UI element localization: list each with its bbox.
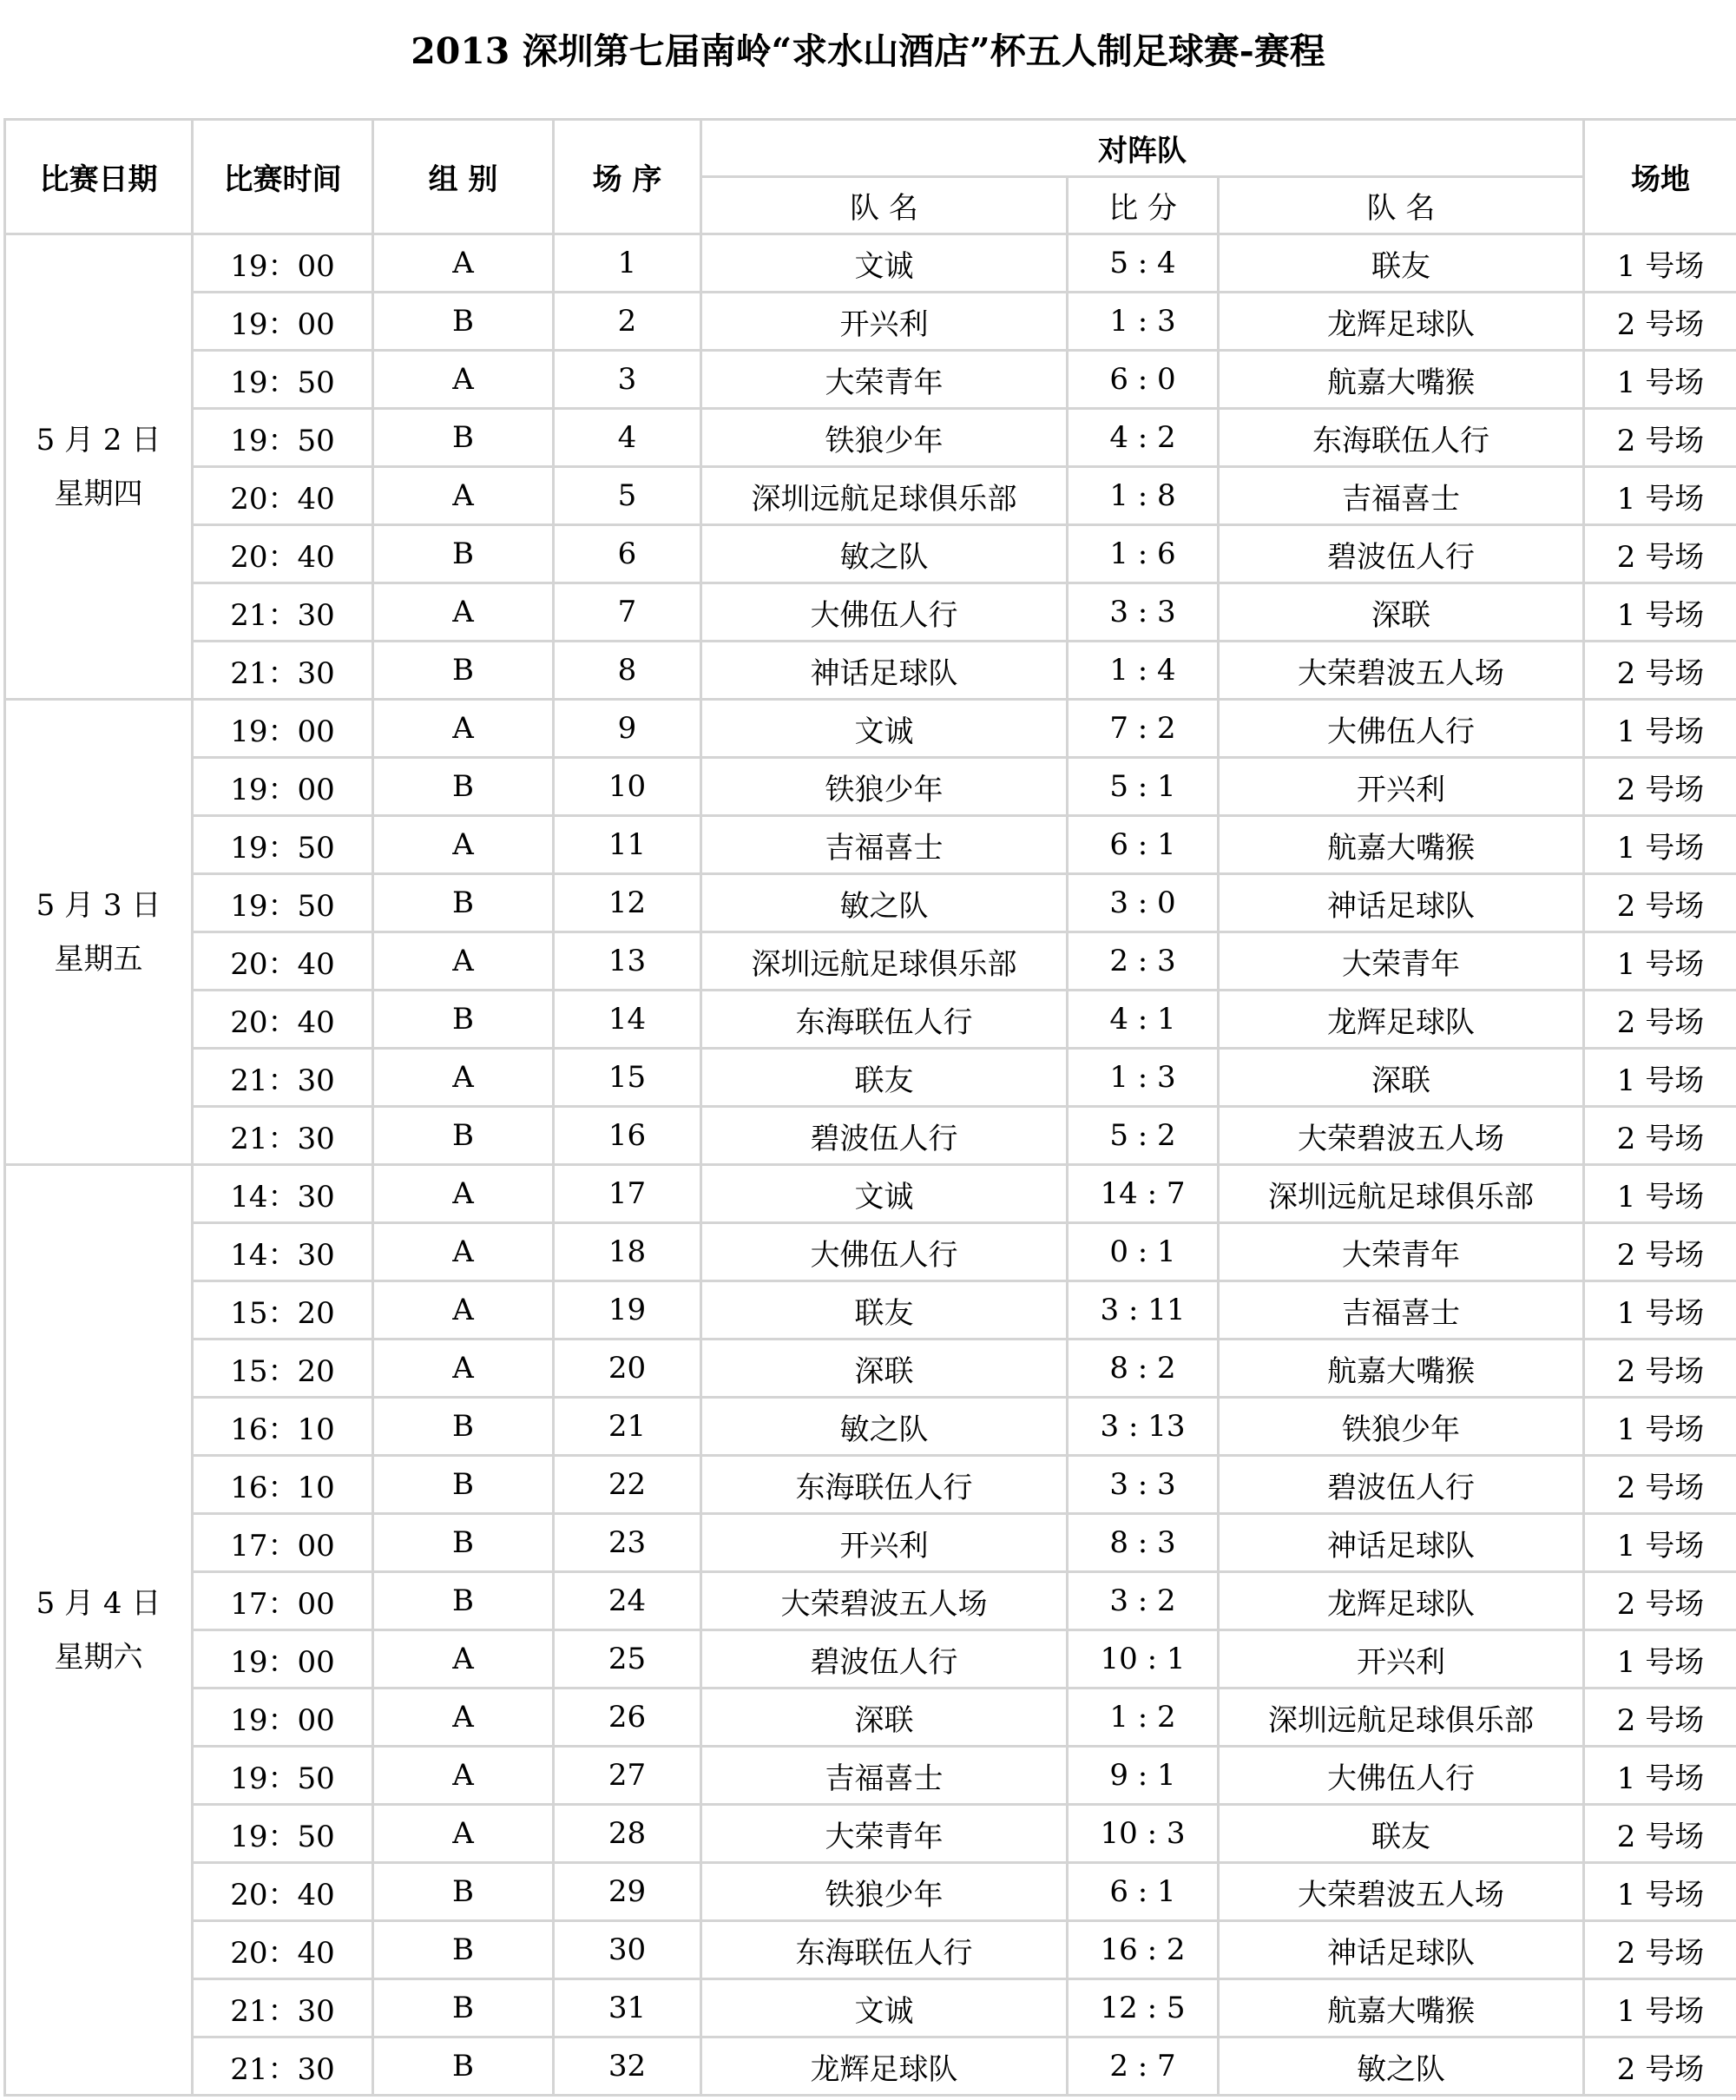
home-team: 深联 [701,1689,1068,1747]
header-team-home: 队 名 [701,177,1068,234]
match-time: 16：10 [193,1398,373,1456]
home-team: 文诚 [701,234,1068,293]
header-matchup: 对阵队 [701,120,1584,177]
match-group: B [373,1398,554,1456]
match-score: 1 : 4 [1068,642,1219,700]
match-score: 10 : 1 [1068,1630,1219,1689]
match-order: 30 [554,1921,701,1979]
table-row [5,642,1736,700]
away-team: 开兴利 [1219,1630,1584,1689]
table-row [5,1514,1736,1572]
table-row [5,1165,1736,1223]
match-group: A [373,1165,554,1223]
home-team: 大佛伍人行 [701,1223,1068,1281]
match-date: 5 月 3 日 [36,887,161,923]
match-score: 3 : 3 [1068,583,1219,642]
away-team: 大佛伍人行 [1219,700,1584,758]
away-team: 神话足球队 [1219,874,1584,932]
table-row [5,758,1736,816]
match-order: 19 [554,1281,701,1340]
home-team: 龙辉足球队 [701,2037,1068,2096]
match-venue: 2 号场 [1584,1805,1736,1863]
match-time: 20：40 [193,932,373,991]
match-order: 27 [554,1747,701,1805]
match-time: 19：00 [193,1630,373,1689]
match-venue: 1 号场 [1584,1049,1736,1107]
away-team: 联友 [1219,234,1584,293]
match-group: A [373,1805,554,1863]
table-row [5,874,1736,932]
away-team: 深圳远航足球俱乐部 [1219,1165,1584,1223]
match-order: 3 [554,351,701,409]
away-team: 铁狼少年 [1219,1398,1584,1456]
match-order: 23 [554,1514,701,1572]
match-venue: 1 号场 [1584,1514,1736,1572]
home-team: 深圳远航足球俱乐部 [701,467,1068,525]
away-team: 航嘉大嘴猴 [1219,1340,1584,1398]
match-score: 3 : 2 [1068,1572,1219,1630]
table-row [5,1572,1736,1630]
match-time: 19：00 [193,1689,373,1747]
match-order: 28 [554,1805,701,1863]
away-team: 航嘉大嘴猴 [1219,1979,1584,2037]
table-row [5,1630,1736,1689]
table-row [5,583,1736,642]
match-group: B [373,1514,554,1572]
match-time: 19：00 [193,234,373,293]
away-team: 联友 [1219,1805,1584,1863]
table-row [5,932,1736,991]
match-order: 5 [554,467,701,525]
home-team: 碧波伍人行 [701,1107,1068,1165]
match-venue: 2 号场 [1584,409,1736,467]
match-time: 20：40 [193,1921,373,1979]
table-row [5,1049,1736,1107]
home-team: 联友 [701,1049,1068,1107]
match-venue: 1 号场 [1584,1165,1736,1223]
match-group: B [373,1863,554,1921]
table-row [5,1863,1736,1921]
header-group: 组 别 [373,120,554,234]
match-time: 17：00 [193,1572,373,1630]
match-venue: 2 号场 [1584,293,1736,351]
match-time: 20：40 [193,525,373,583]
home-team: 开兴利 [701,1514,1068,1572]
match-group: B [373,409,554,467]
match-venue: 2 号场 [1584,1340,1736,1398]
match-venue: 1 号场 [1584,1747,1736,1805]
home-team: 东海联伍人行 [701,1456,1068,1514]
home-team: 铁狼少年 [701,1863,1068,1921]
match-venue: 2 号场 [1584,1107,1736,1165]
home-team: 文诚 [701,1165,1068,1223]
home-team: 吉福喜士 [701,1747,1068,1805]
match-venue: 2 号场 [1584,1921,1736,1979]
header-time: 比赛时间 [193,120,373,234]
match-group: A [373,1049,554,1107]
table-row [5,1456,1736,1514]
away-team: 大荣碧波五人场 [1219,1107,1584,1165]
match-group: B [373,525,554,583]
match-group: B [373,1456,554,1514]
away-team: 深联 [1219,583,1584,642]
match-date: 5 月 2 日 [36,422,161,458]
match-group: A [373,1223,554,1281]
away-team: 神话足球队 [1219,1514,1584,1572]
home-team: 敏之队 [701,874,1068,932]
match-date: 5 月 4 日 [36,1585,161,1621]
header-venue: 场地 [1584,120,1736,234]
match-venue: 2 号场 [1584,1223,1736,1281]
match-group: A [373,700,554,758]
home-team: 文诚 [701,1979,1068,2037]
match-order: 24 [554,1572,701,1630]
match-order: 7 [554,583,701,642]
home-team: 深联 [701,1340,1068,1398]
home-team: 敏之队 [701,1398,1068,1456]
match-order: 9 [554,700,701,758]
match-order: 17 [554,1165,701,1223]
match-score: 4 : 1 [1068,991,1219,1049]
match-score: 6 : 1 [1068,1863,1219,1921]
home-team: 吉福喜士 [701,816,1068,874]
away-team: 东海联伍人行 [1219,409,1584,467]
match-score: 1 : 2 [1068,1689,1219,1747]
match-time: 16：10 [193,1456,373,1514]
match-venue: 2 号场 [1584,1689,1736,1747]
match-venue: 1 号场 [1584,234,1736,293]
away-team: 航嘉大嘴猴 [1219,816,1584,874]
home-team: 大荣青年 [701,351,1068,409]
home-team: 神话足球队 [701,642,1068,700]
table-row [5,1747,1736,1805]
match-time: 17：00 [193,1514,373,1572]
table-row [5,351,1736,409]
table-row [5,991,1736,1049]
match-score: 0 : 1 [1068,1223,1219,1281]
home-team: 大荣青年 [701,1805,1068,1863]
match-group: A [373,816,554,874]
date-cell [5,234,193,700]
page-title: 2013 深圳第七届南岭“求水山酒店”杯五人制足球赛-赛程 [411,30,1325,72]
match-weekday: 星期四 [54,476,143,511]
away-team: 碧波伍人行 [1219,1456,1584,1514]
table-row [5,1921,1736,1979]
match-group: B [373,1572,554,1630]
match-group: A [373,583,554,642]
match-order: 31 [554,1979,701,2037]
table-row [5,1340,1736,1398]
match-score: 3 : 3 [1068,1456,1219,1514]
away-team: 深圳远航足球俱乐部 [1219,1689,1584,1747]
away-team: 大荣碧波五人场 [1219,642,1584,700]
match-order: 10 [554,758,701,816]
home-team: 东海联伍人行 [701,991,1068,1049]
match-order: 4 [554,409,701,467]
match-score: 5 : 4 [1068,234,1219,293]
match-group: A [373,1689,554,1747]
match-group: A [373,351,554,409]
match-group: A [373,234,554,293]
table-row [5,525,1736,583]
match-group: B [373,991,554,1049]
away-team: 大荣碧波五人场 [1219,1863,1584,1921]
away-team: 神话足球队 [1219,1921,1584,1979]
match-time: 14：30 [193,1223,373,1281]
match-venue: 2 号场 [1584,2037,1736,2096]
match-score: 3 : 11 [1068,1281,1219,1340]
away-team: 龙辉足球队 [1219,991,1584,1049]
home-team: 东海联伍人行 [701,1921,1068,1979]
match-venue: 1 号场 [1584,1630,1736,1689]
match-order: 13 [554,932,701,991]
table-row [5,1107,1736,1165]
match-order: 15 [554,1049,701,1107]
match-venue: 1 号场 [1584,1281,1736,1340]
match-order: 18 [554,1223,701,1281]
match-order: 12 [554,874,701,932]
match-score: 1 : 6 [1068,525,1219,583]
table-row [5,700,1736,758]
away-team: 大佛伍人行 [1219,1747,1584,1805]
match-score: 6 : 1 [1068,816,1219,874]
match-time: 19：00 [193,700,373,758]
match-group: A [373,467,554,525]
match-group: B [373,1107,554,1165]
away-team: 大荣青年 [1219,1223,1584,1281]
away-team: 开兴利 [1219,758,1584,816]
match-group: A [373,1747,554,1805]
match-time: 21：30 [193,642,373,700]
away-team: 深联 [1219,1049,1584,1107]
date-cell [5,700,193,1165]
match-venue: 1 号场 [1584,467,1736,525]
match-time: 19：50 [193,351,373,409]
match-group: A [373,1340,554,1398]
match-venue: 2 号场 [1584,1572,1736,1630]
match-score: 10 : 3 [1068,1805,1219,1863]
match-order: 6 [554,525,701,583]
away-team: 碧波伍人行 [1219,525,1584,583]
match-order: 11 [554,816,701,874]
table-row [5,234,1736,293]
match-score: 1 : 3 [1068,1049,1219,1107]
match-time: 19：50 [193,816,373,874]
match-time: 15：20 [193,1340,373,1398]
match-order: 2 [554,293,701,351]
match-score: 5 : 1 [1068,758,1219,816]
home-team: 碧波伍人行 [701,1630,1068,1689]
match-time: 15：20 [193,1281,373,1340]
match-weekday: 星期六 [54,1639,143,1675]
home-team: 文诚 [701,700,1068,758]
table-row [5,1398,1736,1456]
match-venue: 1 号场 [1584,700,1736,758]
match-venue: 1 号场 [1584,816,1736,874]
match-venue: 1 号场 [1584,1398,1736,1456]
home-team: 敏之队 [701,525,1068,583]
table-row [5,1805,1736,1863]
match-venue: 2 号场 [1584,525,1736,583]
match-score: 2 : 3 [1068,932,1219,991]
match-order: 16 [554,1107,701,1165]
match-venue: 1 号场 [1584,351,1736,409]
match-time: 21：30 [193,1049,373,1107]
match-venue: 1 号场 [1584,1979,1736,2037]
match-score: 2 : 7 [1068,2037,1219,2096]
away-team: 大荣青年 [1219,932,1584,991]
match-group: A [373,1630,554,1689]
match-venue: 1 号场 [1584,932,1736,991]
match-time: 20：40 [193,1863,373,1921]
match-order: 20 [554,1340,701,1398]
away-team: 航嘉大嘴猴 [1219,351,1584,409]
match-order: 14 [554,991,701,1049]
match-time: 19：50 [193,409,373,467]
match-group: A [373,1281,554,1340]
table-row [5,1281,1736,1340]
match-group: B [373,2037,554,2096]
home-team: 开兴利 [701,293,1068,351]
header-date: 比赛日期 [5,120,193,234]
header-row [5,120,1736,177]
home-team: 铁狼少年 [701,409,1068,467]
match-order: 29 [554,1863,701,1921]
match-group: B [373,293,554,351]
header-score: 比 分 [1068,177,1219,234]
match-time: 21：30 [193,1107,373,1165]
table-row [5,409,1736,467]
match-score: 7 : 2 [1068,700,1219,758]
home-team: 大佛伍人行 [701,583,1068,642]
match-time: 21：30 [193,583,373,642]
match-weekday: 星期五 [54,941,143,977]
date-cell [5,1165,193,2096]
match-time: 19：50 [193,1805,373,1863]
header-team-away: 队 名 [1219,177,1584,234]
match-score: 8 : 3 [1068,1514,1219,1572]
match-venue: 2 号场 [1584,758,1736,816]
match-order: 22 [554,1456,701,1514]
home-team: 深圳远航足球俱乐部 [701,932,1068,991]
table-row [5,293,1736,351]
match-group: B [373,1921,554,1979]
match-group: B [373,642,554,700]
match-group: B [373,874,554,932]
home-team: 铁狼少年 [701,758,1068,816]
match-score: 5 : 2 [1068,1107,1219,1165]
match-order: 21 [554,1398,701,1456]
away-team: 吉福喜士 [1219,467,1584,525]
match-venue: 1 号场 [1584,1863,1736,1921]
match-order: 8 [554,642,701,700]
header-order: 场 序 [554,120,701,234]
match-time: 20：40 [193,467,373,525]
match-score: 8 : 2 [1068,1340,1219,1398]
match-score: 1 : 3 [1068,293,1219,351]
match-time: 19：50 [193,874,373,932]
away-team: 吉福喜士 [1219,1281,1584,1340]
match-score: 9 : 1 [1068,1747,1219,1805]
match-score: 16 : 2 [1068,1921,1219,1979]
match-order: 26 [554,1689,701,1747]
table-row [5,1979,1736,2037]
match-score: 4 : 2 [1068,409,1219,467]
match-time: 19：00 [193,293,373,351]
table-row [5,1223,1736,1281]
match-venue: 2 号场 [1584,874,1736,932]
match-time: 21：30 [193,2037,373,2096]
schedule-table [3,118,1736,2097]
table-row [5,1689,1736,1747]
match-group: A [373,932,554,991]
match-time: 20：40 [193,991,373,1049]
match-time: 21：30 [193,1979,373,2037]
match-group: B [373,1979,554,2037]
match-score: 3 : 13 [1068,1398,1219,1456]
match-group: B [373,758,554,816]
away-team: 龙辉足球队 [1219,293,1584,351]
match-score: 1 : 8 [1068,467,1219,525]
match-order: 25 [554,1630,701,1689]
match-time: 14：30 [193,1165,373,1223]
match-venue: 2 号场 [1584,991,1736,1049]
match-score: 12 : 5 [1068,1979,1219,2037]
match-time: 19：00 [193,758,373,816]
match-score: 3 : 0 [1068,874,1219,932]
away-team: 敏之队 [1219,2037,1584,2096]
home-team: 大荣碧波五人场 [701,1572,1068,1630]
match-score: 14 : 7 [1068,1165,1219,1223]
table-row [5,467,1736,525]
match-venue: 2 号场 [1584,1456,1736,1514]
away-team: 龙辉足球队 [1219,1572,1584,1630]
home-team: 联友 [701,1281,1068,1340]
match-order: 32 [554,2037,701,2096]
match-order: 1 [554,234,701,293]
table-row [5,816,1736,874]
match-venue: 2 号场 [1584,642,1736,700]
schedule-body [5,234,1736,2096]
match-time: 19：50 [193,1747,373,1805]
table-row [5,2037,1736,2096]
match-score: 6 : 0 [1068,351,1219,409]
match-venue: 1 号场 [1584,583,1736,642]
